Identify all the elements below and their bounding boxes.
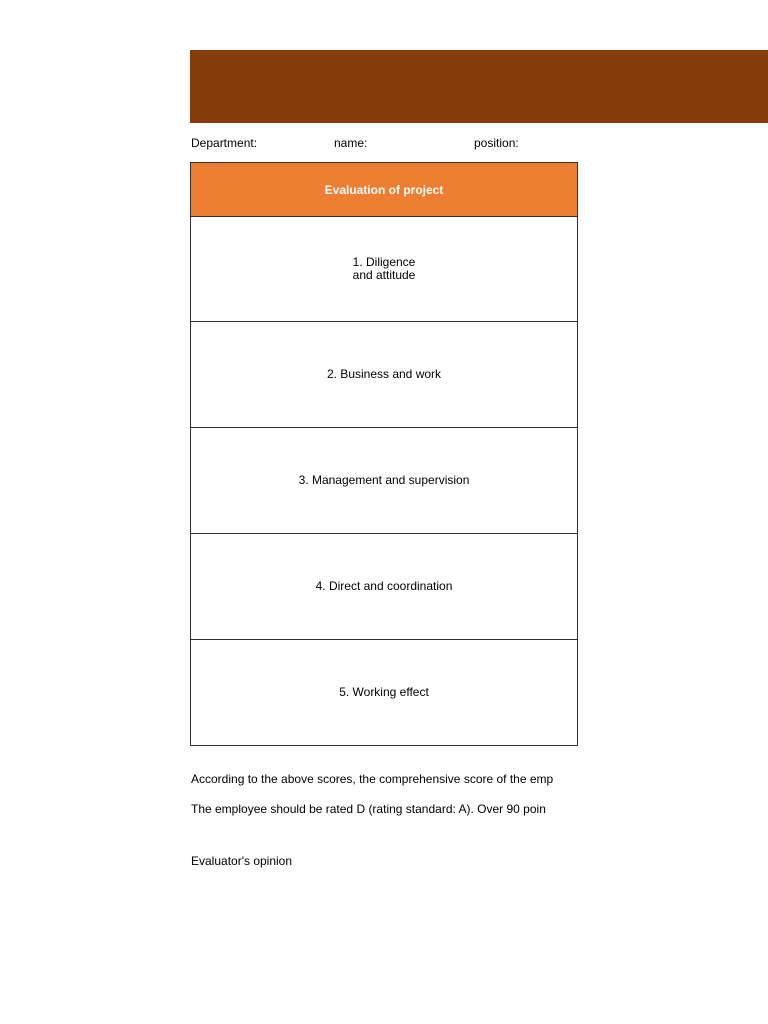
table-row: 5. Working effect — [339, 685, 429, 699]
name-label: name: — [334, 136, 368, 150]
comprehensive-score-text: According to the above scores, the comprehensive score of the emp — [191, 772, 554, 786]
table-header: Evaluation of project — [191, 163, 577, 217]
table-row: 2. Business and work — [191, 322, 577, 428]
position-label: position: — [474, 136, 519, 150]
table-row: 1. Diligence and attitude — [191, 217, 577, 322]
rating-text: The employee should be rated D (rating standard: A). Over 90 poin — [191, 802, 546, 816]
evaluation-table — [190, 162, 578, 746]
header-banner — [190, 50, 768, 123]
table-row: 4. Direct and coordination — [191, 534, 577, 640]
evaluator-opinion-label: Evaluator's opinion — [191, 854, 293, 868]
department-label: Department: — [191, 136, 258, 150]
table-row: 3. Management and supervision — [191, 428, 577, 534]
employee-info-row — [0, 136, 768, 152]
